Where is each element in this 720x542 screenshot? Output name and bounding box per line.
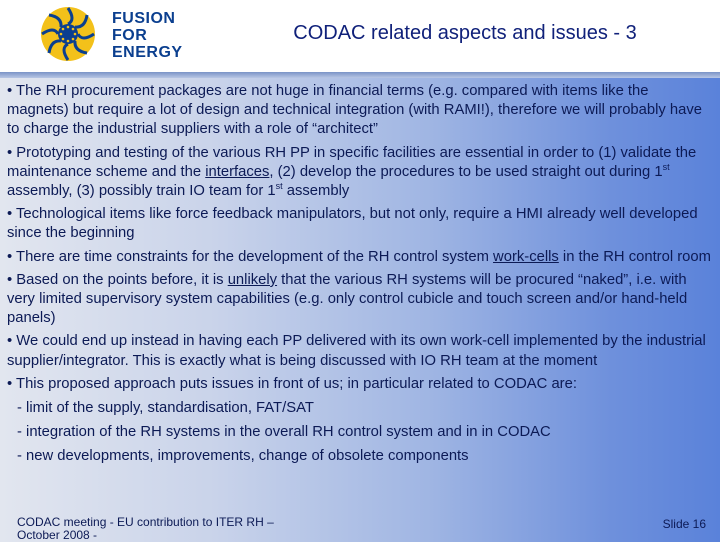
bullet-technological-items: • Technological items like force feedback manipulators, but not only, require a HMI already well developed since the beginning <box>7 206 698 242</box>
bullet-text: , (2) develop the procedures to be used straight out during 1 <box>269 163 663 180</box>
footer-line-1: CODAC meeting - EU contribution to ITER RH – <box>17 515 274 529</box>
footer-line-2: October 2008 - <box>17 528 98 542</box>
slide-body <box>7 82 712 467</box>
slide-number: Slide 16 <box>662 517 706 531</box>
bullet-prototyping <box>7 144 712 202</box>
logo-wordmark <box>112 10 183 61</box>
bullet-text: • There are time constraints for the development of the RH control system <box>7 248 494 265</box>
slide-title: CODAC related aspects and issues - 3 <box>293 22 637 44</box>
bullet-rh-procurement: • The RH procurement packages are not huge in financial terms (e.g. compared with items like the magnets) but require a lot of design and technical integration (with RAMI!), therefore we will probably have to charge the industrial suppliers with a role of “architect” <box>7 83 702 138</box>
sub-item-new-developments: - new developments, improvements, change of obsolete components <box>17 448 469 465</box>
sub-item-limit-of-supply: - limit of the supply, standardisation, FAT/SAT <box>17 400 314 417</box>
bullet-text: in the RH control room <box>558 248 711 265</box>
bullet-text: assembly, (3) possibly train IO team for 1 <box>7 183 276 200</box>
fusion-for-energy-logo-icon <box>40 6 96 62</box>
logo-line-energy: ENERGY <box>112 44 183 61</box>
superscript-st: st <box>275 181 283 192</box>
footer-meeting-info <box>17 516 274 542</box>
bullet-text: • Prototyping and testing of the various RH PP in specific facilities are essential in order to (1) validate the maintenance scheme and the <box>7 144 697 180</box>
logo-line-fusion: FUSION <box>112 10 176 27</box>
bullet-text: • Based on the points before, it is <box>7 271 228 288</box>
header-divider <box>0 72 720 78</box>
unlikely-link[interactable]: unlikely <box>227 271 278 288</box>
logo-line-for: FOR <box>112 27 148 44</box>
sub-item-integration: - integration of the RH systems in the overall RH control system and in in CODAC <box>17 424 551 441</box>
bullet-naked-procurement <box>7 271 712 329</box>
bullet-work-cell-delivery: • We could end up instead in having each PP delivered with its own work-cell implemented by the industrial supplier/integrator. This is exactly what is being discussed with IO RH team at the moment <box>7 333 706 369</box>
bullet-proposed-approach: • This proposed approach puts issues in front of us; in particular related to CODAC are: <box>7 375 577 392</box>
bullet-time-constraints <box>7 248 712 267</box>
bullet-text: that the various RH systems will be procured “naked”, i.e. with very limited supervisory system capabilities (e.g. only control cubicle and touch screen and/or hand-held panels) <box>7 271 688 327</box>
slide-header <box>0 0 720 72</box>
interfaces-link[interactable]: interfaces <box>205 163 270 180</box>
work-cells-link[interactable]: work-cells <box>493 248 559 265</box>
bullet-text: assembly <box>282 183 350 200</box>
superscript-st: st <box>662 161 670 172</box>
